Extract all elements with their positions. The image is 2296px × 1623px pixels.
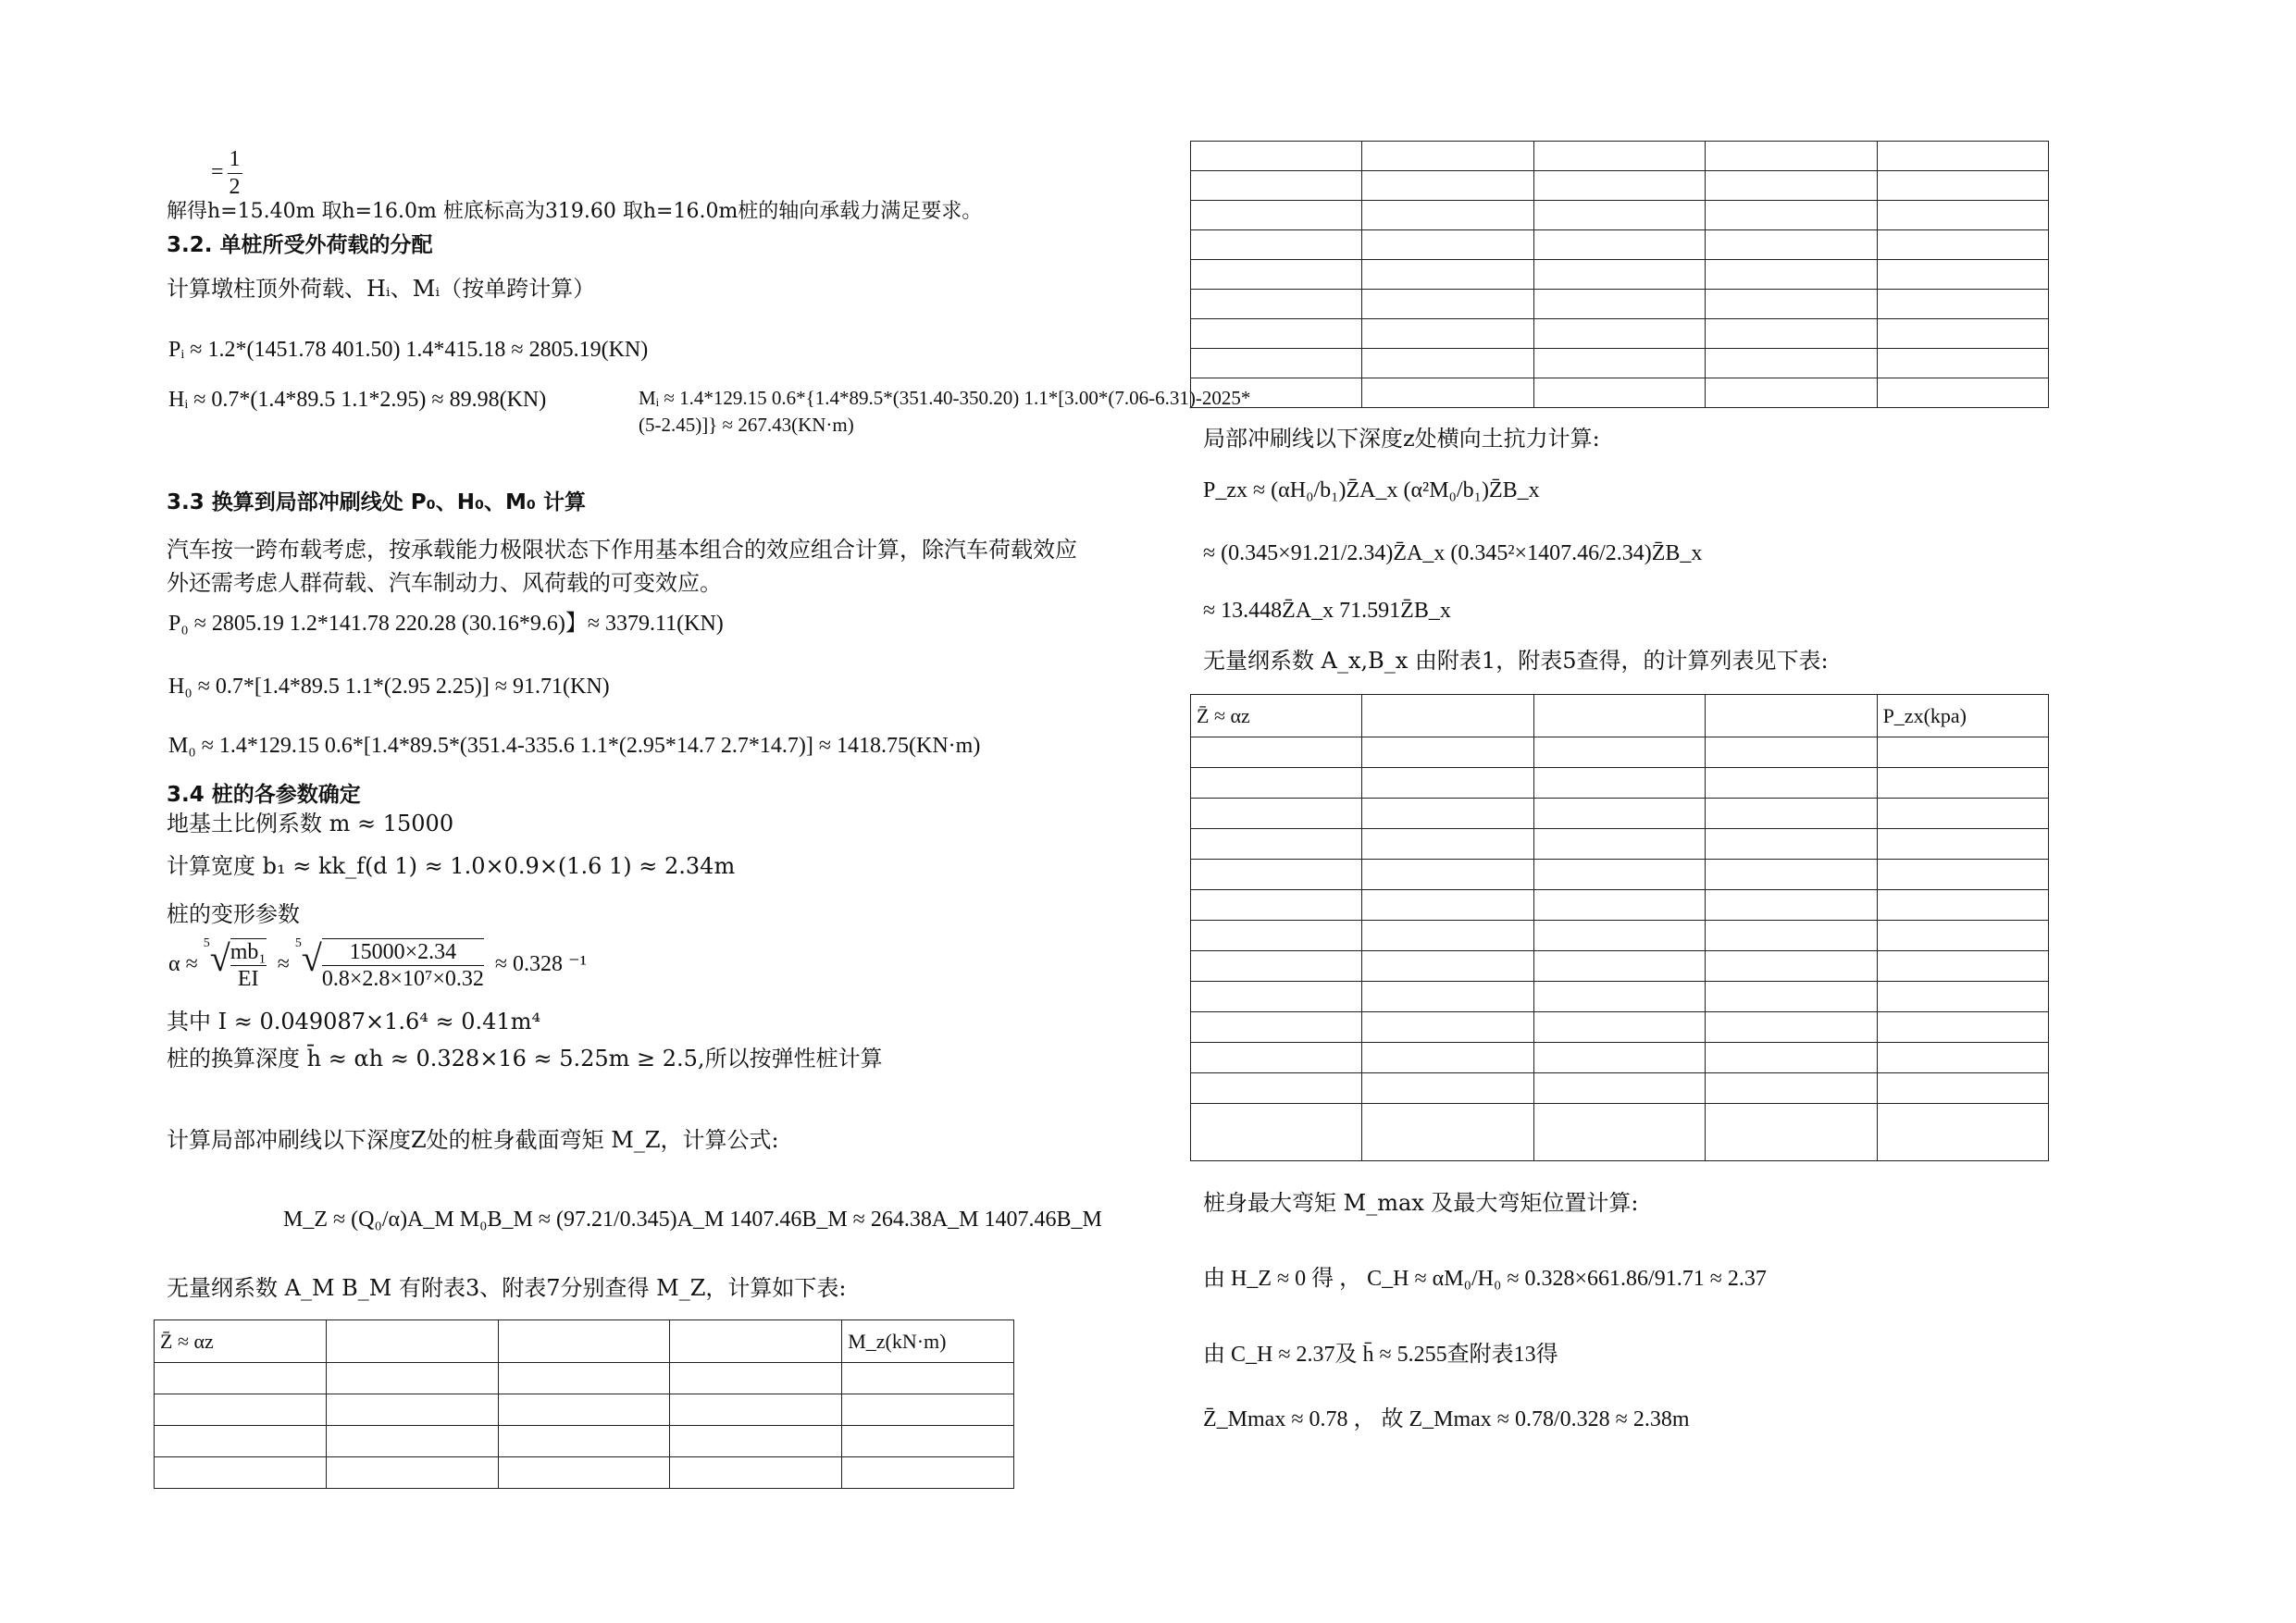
text-CH-lookup: 由 C_H ≈ 2.37及 h̄ ≈ 5.255查附表13得 [1203, 1343, 1558, 1367]
section-3-2-title: 3.2. 单桩所受外荷载的分配 [167, 233, 433, 257]
equation-P0: P₀ ≈ 2805.19 1.2*141.78 220.28 (30.16*9.6)】≈ 3379.11(KN) [168, 612, 724, 636]
equation-Hi: Hᵢ ≈ 0.7*(1.4*89.5 1.1*2.95) ≈ 89.98(KN) [168, 388, 547, 412]
equation-Mz: M_Z ≈ (Q₀/α)A_M M₀B_M ≈ (97.21/0.345)A_M 1407.46B_M ≈ 264.38A_M 1407.46B_M [283, 1208, 1102, 1232]
text-solution-h: 解得h=15.40m 取h=16.0m 桩底标高为319.60 取h=16.0m桩的轴向承载力满足要求。 [167, 200, 983, 223]
text-mz-formula-intro: 计算局部冲刷线以下深度Z处的桩身截面弯矩 M_Z，计算公式: [167, 1127, 779, 1153]
table-top-empty [1190, 141, 2049, 408]
equation-CH: 由 H_Z ≈ 0 得 ， C_H ≈ αM₀/H₀ ≈ 0.328×661.86/91.71 ≈ 2.37 [1203, 1267, 1767, 1291]
text-paragraph-line1: 汽车按一跨布载考虑，按承载能力极限状态下作用基本组合的效应组合计算，除汽车荷载效应 [167, 537, 1077, 563]
table-cell [326, 1320, 498, 1363]
equation-Pi: Pᵢ ≈ 1.2*(1451.78 401.50) 1.4*415.18 ≈ 2805.19(KN) [168, 338, 649, 362]
table-bending-moment [154, 1319, 1014, 1489]
text-calc-width: 计算宽度 b₁ ≈ kk_f(d 1) ≈ 1.0×0.9×(1.6 1) ≈ 2.34m [167, 853, 736, 879]
text-paragraph-line2: 外还需考虑人群荷载、汽车制动力、风荷载的可变效应。 [167, 570, 722, 596]
table-header-cell: Z̄ ≈ αz [1191, 695, 1362, 737]
table-soil-resistance [1190, 694, 2049, 1161]
text-external-load: 计算墩柱顶外荷载、Hᵢ、Mᵢ（按单跨计算） [167, 276, 596, 302]
text-lateral-resistance: 局部冲刷线以下深度z处横向土抗力计算: [1203, 426, 1600, 452]
equation-Mi-line2: (5-2.45)]} ≈ 267.43(KN·m) [639, 414, 854, 436]
section-3-4-title: 3.4 桩的各参数确定 [167, 783, 361, 807]
equation-alpha: α ≈ $^5$√ $\frac{\text{mb₁}}{EI}$ ≈ $^5$√ $\frac{15000\times 2.34}{\text{0.8×2.8×10⁷×0.32}}$ ≈ 0.328 ⁻¹ [168, 936, 587, 992]
table-header-cell: M_z(kN·m) [842, 1320, 1014, 1363]
text-soil-coefficient: 地基土比例系数 m ≈ 15000 [167, 811, 454, 836]
text-dimensionless-AM-BM: 无量纲系数 A_M B_M 有附表3、附表7分别查得 M_Z，计算如下表: [167, 1275, 847, 1301]
equation-M0: M₀ ≈ 1.4*129.15 0.6*[1.4*89.5*(351.4-335.6 1.1*(2.95*14.7 2.7*14.7)] ≈ 1418.75(KN·m) [168, 734, 981, 758]
equation-Pzx-2: ≈ (0.345×91.21/2.34)Z̄A_x (0.345²×1407.46/2.34)Z̄B_x [1203, 541, 1703, 565]
equation-Pzx-1: P_zx ≈ (αH₀/b₁)Z̄A_x (α²M₀/b₁)Z̄B_x [1203, 478, 1540, 502]
section-3-3-title: 3.3 换算到局部冲刷线处 P₀、H₀、M₀ 计算 [167, 490, 586, 514]
equation-Mi-line1: Mᵢ ≈ 1.4*129.15 0.6*{1.4*89.5*(351.40-350.20) 1.1*[3.00*(7.06-6.31)-2025* [639, 387, 1251, 409]
text-converted-depth: 桩的换算深度 h̄ ≈ αh ≈ 0.328×16 ≈ 5.25m ≥ 2.5,所以按弹性桩计算 [167, 1046, 883, 1072]
table-cell [498, 1320, 670, 1363]
fraction-one-half: = $\frac{1}{2}$ [211, 147, 241, 199]
text-dimensionless-Ax-Bx: 无量纲系数 A_x,B_x 由附表1，附表5查得，的计算列表见下表: [1203, 648, 1829, 674]
text-moment-inertia: 其中 I ≈ 0.049087×1.6⁴ ≈ 0.41m⁴ [167, 1009, 541, 1035]
table-header-cell: P_zx(kpa) [1877, 695, 2048, 737]
table-header-cell: Z̄ ≈ αz [155, 1320, 327, 1363]
equation-H0: H₀ ≈ 0.7*[1.4*89.5 1.1*(2.95 2.25)] ≈ 91.71(KN) [168, 675, 610, 699]
equation-Zmax: Z̄_Mmax ≈ 0.78 ， 故 Z_Mmax ≈ 0.78/0.328 ≈ 2.38m [1203, 1407, 1690, 1431]
text-max-moment: 桩身最大弯矩 M_max 及最大弯矩位置计算: [1203, 1190, 1639, 1216]
table-cell [670, 1320, 842, 1363]
equation-Pzx-3: ≈ 13.448Z̄A_x 71.591Z̄B_x [1203, 599, 1451, 623]
text-deformation-param: 桩的变形参数 [167, 901, 300, 927]
